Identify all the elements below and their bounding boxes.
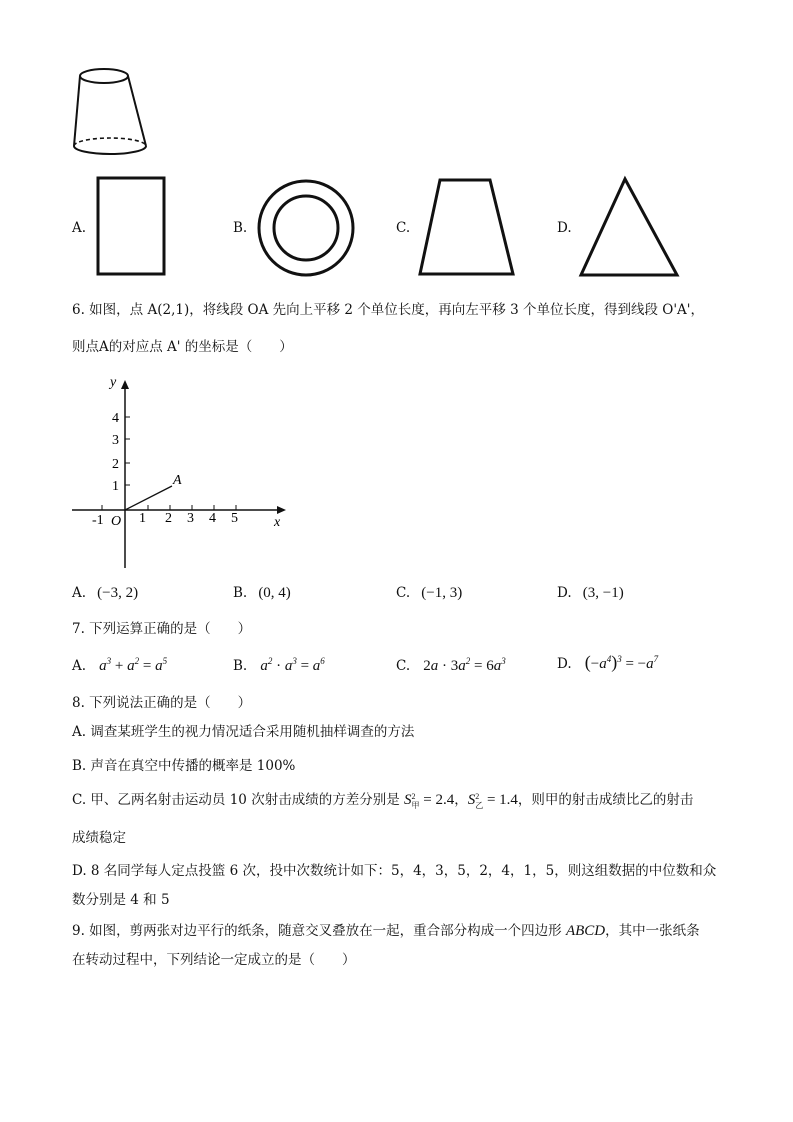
q6-option-d-value: (3, −1) bbox=[582, 585, 624, 601]
q6-stem-line2: 则点A的对应点 A' 的坐标是（ ） bbox=[72, 339, 293, 355]
frustum-figure bbox=[68, 64, 158, 164]
x-axis-label: x bbox=[274, 515, 281, 530]
q9-stem-line2: 在转动过程中，下列结论一定成立的是（ ） bbox=[72, 952, 356, 968]
q5-option-a-rectangle[interactable] bbox=[94, 174, 168, 278]
q8-option-d-line2: 数分别是 4 和 5 bbox=[72, 892, 170, 908]
q7-option-d-label: D. bbox=[557, 656, 572, 672]
q6-option-b-label: B. bbox=[233, 585, 248, 601]
q8-option-c-text-2: ， bbox=[454, 792, 468, 808]
q7-option-b[interactable] bbox=[233, 655, 325, 675]
y-tick-3: 3 bbox=[112, 433, 119, 448]
y-tick-2: 2 bbox=[112, 457, 119, 472]
q8-option-c-text-1: C. 甲、乙两名射击运动员 10 次射击成绩的方差分别是 bbox=[72, 792, 404, 808]
q6-option-b-value: (0, 4) bbox=[258, 585, 291, 601]
q8-option-a[interactable]: A. 调查某班学生的视力情况适合采用随机抽样调查的方法 bbox=[72, 724, 415, 740]
q8-option-d[interactable]: D. 8 名同学每人定点投篮 6 次，投中次数统计如下：5，4，3，5，2，4，1，5，则这组数据的中位数和众 bbox=[72, 863, 717, 879]
q5-option-c-trapezoid[interactable] bbox=[416, 175, 520, 279]
q7-option-d[interactable] bbox=[557, 652, 658, 673]
q7-option-b-label: B. bbox=[233, 658, 248, 674]
q9-text-1: 9. 如图，剪两张对边平行的纸条，随意交叉叠放在一起，重合部分构成一个四边形 bbox=[72, 923, 566, 939]
x-tick-2: 2 bbox=[165, 511, 172, 526]
q8-stem: 8. 下列说法正确的是（ ） bbox=[72, 695, 252, 711]
q7-option-a-label: A. bbox=[72, 658, 87, 674]
coordinate-plane bbox=[68, 372, 298, 572]
q7-option-a[interactable] bbox=[72, 655, 167, 675]
q8-option-c[interactable] bbox=[72, 791, 693, 810]
variance-yi: S2 乙 = 1.4 bbox=[467, 791, 518, 810]
q7-option-c[interactable] bbox=[396, 655, 506, 675]
q6-option-c[interactable] bbox=[396, 582, 462, 602]
q7-option-c-label: C. bbox=[396, 658, 411, 674]
q6-option-a[interactable] bbox=[72, 582, 138, 602]
x-tick-neg1: -1 bbox=[92, 513, 104, 528]
x-tick-4: 4 bbox=[209, 511, 216, 526]
q5-option-a-label[interactable]: A. bbox=[72, 220, 87, 236]
q7-option-c-expr: $2a \cdot 3a^2 = 6a^3$ bbox=[423, 656, 506, 674]
origin-label: O bbox=[111, 514, 122, 529]
q5-option-c-label[interactable]: C. bbox=[396, 220, 411, 236]
y-tick-4: 4 bbox=[112, 411, 119, 426]
x-tick-1: 1 bbox=[139, 511, 146, 526]
q7-option-a-expr: $a^3 + a^2 = a^5$ bbox=[99, 656, 168, 674]
y-tick-1: 1 bbox=[112, 479, 119, 494]
q6-option-b[interactable] bbox=[233, 582, 291, 602]
q6-option-d-label: D. bbox=[557, 585, 572, 601]
q6-option-c-value: (−1, 3) bbox=[421, 585, 463, 601]
quadrilateral-name: ABCD bbox=[565, 923, 606, 939]
q9-text-2: ，其中一张纸条 bbox=[605, 923, 700, 939]
q7-option-d-expr: $(-a^4)^3 = -a^7$ bbox=[584, 652, 659, 672]
q5-option-d-label[interactable]: D. bbox=[557, 220, 572, 236]
x-tick-5: 5 bbox=[231, 511, 238, 526]
q8-option-b[interactable]: B. 声音在真空中传播的概率是 100% bbox=[72, 758, 296, 774]
q8-option-c-line2: 成绩稳定 bbox=[72, 830, 126, 846]
q6-option-c-label: C. bbox=[396, 585, 411, 601]
q5-option-b-label[interactable]: B. bbox=[233, 220, 248, 236]
q6-option-d[interactable] bbox=[557, 582, 624, 602]
q7-option-b-expr: $a^2 \cdot a^3 = a^6$ bbox=[260, 656, 325, 674]
q8-option-c-text-3: ，则甲的射击成绩比乙的射击 bbox=[517, 792, 694, 808]
q7-stem: 7. 下列运算正确的是（ ） bbox=[72, 621, 252, 637]
q6-option-a-label: A. bbox=[72, 585, 87, 601]
point-a-label: A bbox=[173, 473, 182, 488]
q9-stem-line1 bbox=[72, 922, 700, 940]
y-axis-label: y bbox=[110, 375, 117, 390]
q5-option-d-triangle[interactable] bbox=[576, 174, 682, 280]
q6-stem-line1: 6. 如图，点 A(2,1)，将线段 OA 先向上平移 2 个单位长度，再向左平移 3 个单位长度，得到线段 O'A'， bbox=[72, 302, 704, 318]
variance-jia: S2 甲 = 2.4 bbox=[403, 791, 455, 810]
x-tick-3: 3 bbox=[187, 511, 194, 526]
q5-option-b-rings[interactable] bbox=[254, 176, 358, 280]
q6-option-a-value: (−3, 2) bbox=[97, 585, 139, 601]
